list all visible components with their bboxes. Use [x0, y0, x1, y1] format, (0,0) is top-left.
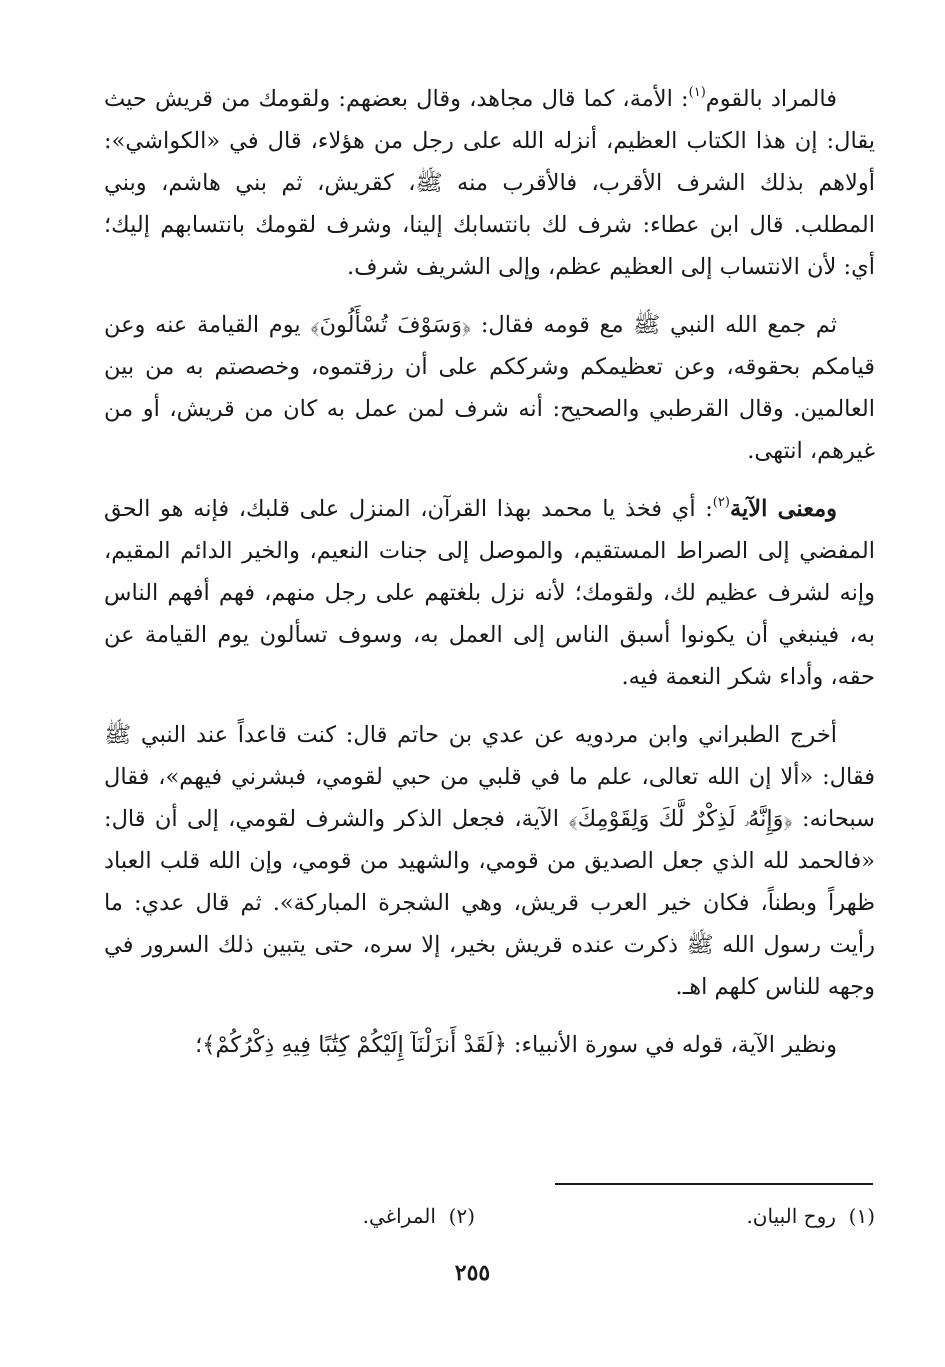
footnote-divider — [555, 1183, 873, 1185]
footnotes — [104, 1200, 875, 1232]
paragraph-2-text: ثم جمع الله النبي ﷺ مع قومه فقال: ﴿وَسَوْفَ تُسْأَلُونَ﴾ يوم القيامة عنه وعن قيامكم بحقوقه، وعن تعظيمكم وشرككم على أن رزقتموه، وخصصتم به من بين العالمين. وقال القرطبي والصحيح: أنه شرف لمن عمل به كان من قريش، أو من غيرهم، انتهى. — [104, 312, 875, 464]
footnote-2-text: المراغي. — [362, 1204, 436, 1228]
paragraph-1 — [104, 78, 875, 288]
footnote-1-number: (١) — [848, 1204, 875, 1228]
footnote-1 — [746, 1200, 875, 1232]
paragraph-3-lead: ومعنى الآية — [729, 496, 837, 522]
footnote-1-text: روح البيان. — [746, 1204, 836, 1228]
paragraph-3-text: : أي فخذ يا محمد بهذا القرآن، المنزل على قلبك، فإنه هو الحق المفضي إلى الصراط المستقيم، والموصل إلى جنات النعيم، والخير الدائم المقيم، وإنه لشرف عظيم لك، ولقومك؛ لأنه نزل بلغتهم على رجل منهم، فهم أفهم الناس به، فينبغي أن يكونوا أسبق الناس إلى العمل به، وسوف تسألون يوم القيامة عن حقه، وأداء شكر النعمة فيه. — [104, 496, 875, 690]
page-number: ٢٥٥ — [454, 1260, 491, 1286]
paragraph-1-text: : الأمة، كما قال مجاهد، وقال بعضهم: ولقومك من قريش حيث يقال: إن هذا الكتاب العظيم، أنزله الله على رجل من هؤلاء، قال في «الكواشي»: أولاهم بذلك الشرف الأقرب، فالأقرب منه ﷺ، كقريش، ثم بني هاشم، وبني المطلب. قال ابن عطاء: شرف لك بانتسابك إلينا، وشرف لقومك بانتسابهم إليك؛ أي: لأن الانتساب إلى العظيم عظم، وإلى الشريف شرف. — [104, 86, 875, 280]
footnote-ref-2: (٢) — [712, 495, 730, 510]
paragraph-1-lead: فالمراد بالقوم — [705, 86, 837, 112]
paragraph-5-text: ونظير الآية، قوله في سورة الأنبياء: ﴿لَقَدْ أَنزَلْنَآ إِلَيْكُمْ كِتَٰبًا فِيهِ ذِكْرُكُمْ﴾؛ — [195, 1032, 837, 1058]
paragraph-3 — [104, 488, 875, 698]
footnote-2-number: (٢) — [448, 1204, 475, 1228]
paragraph-5 — [104, 1024, 875, 1066]
footnote-ref-1: (١) — [688, 85, 706, 100]
paragraph-2 — [104, 304, 875, 472]
paragraph-4-text: أخرج الطبراني وابن مردويه عن عدي بن حاتم قال: كنت قاعداً عند النبي ﷺ فقال: «ألا إن الله تعالى، علم ما في قلبي من حبي لقومي، فبشرني فيهم»، فقال سبحانه: ﴿وَإِنَّهُۥ لَذِكْرٌ لَّكَ وَلِقَوْمِكَ﴾ الآية، فجعل الذكر والشرف لقومي، إلى أن قال: «فالحمد لله الذي جعل الصديق من قومي، والشهيد من قومي، وإن الله قلب العباد ظهراً وبطناً، فكان خير العرب قريش، وهي الشجرة المباركة». ثم قال عدي: ما رأيت رسول الله ﷺ ذكرت عنده قريش بخير، إلا سره، حتى يتبين ذلك السرور في وجهه للناس كلهم اهـ. — [104, 722, 875, 1000]
paragraph-4 — [104, 714, 875, 1008]
footnote-2 — [363, 1200, 475, 1232]
main-text — [104, 78, 875, 1082]
